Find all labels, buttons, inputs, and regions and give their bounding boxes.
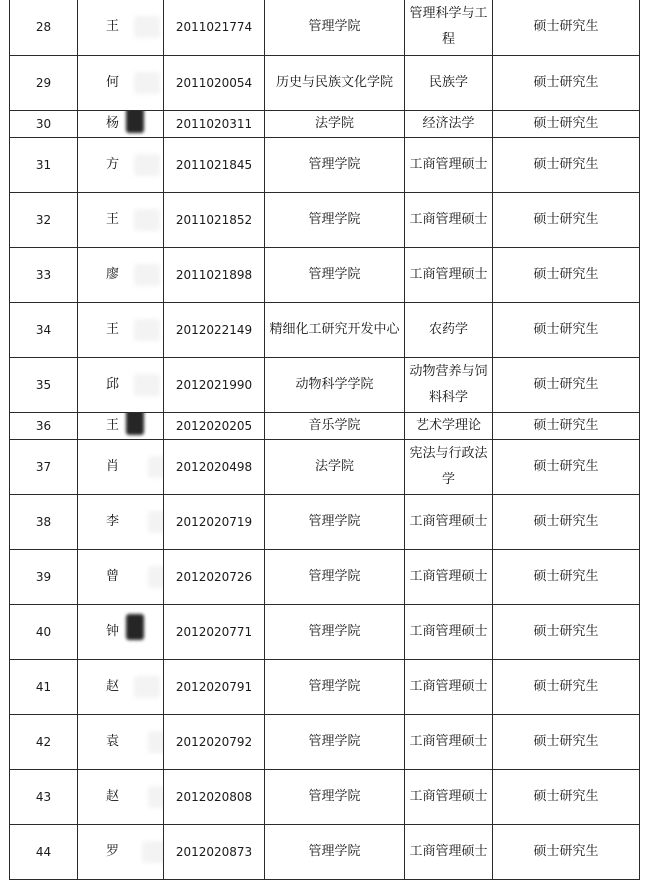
student-id-cell: 2012020498 xyxy=(164,440,265,495)
student-id-cell: 2011021898 xyxy=(164,248,265,303)
student-name-text: 袁 xyxy=(106,734,120,749)
degree-level-cell: 硕士研究生 xyxy=(493,550,640,605)
redaction-blur xyxy=(126,413,144,436)
table-row xyxy=(10,495,640,550)
major-cell: 工商管理硕士 xyxy=(405,715,493,770)
student-id-cell: 2011021774 xyxy=(164,0,265,56)
student-name-cell xyxy=(78,550,164,605)
table-row xyxy=(10,605,640,660)
student-id-cell: 2012020873 xyxy=(164,825,265,880)
row-number-cell: 32 xyxy=(10,193,78,248)
student-name-cell xyxy=(78,111,164,138)
college-cell: 精细化工研究开发中心 xyxy=(265,303,405,358)
student-name-text: 钟 xyxy=(106,624,120,639)
degree-level-cell: 硕士研究生 xyxy=(493,495,640,550)
row-number-cell: 34 xyxy=(10,303,78,358)
student-id-cell: 2012020771 xyxy=(164,605,265,660)
row-number-cell: 42 xyxy=(10,715,78,770)
student-id-cell: 2012020719 xyxy=(164,495,265,550)
student-name-cell xyxy=(78,0,164,56)
student-id-cell: 2012021990 xyxy=(164,358,265,413)
student-name-text: 肖 xyxy=(106,459,120,474)
student-name-text: 廖 xyxy=(106,267,120,282)
redaction-blur xyxy=(148,511,164,533)
degree-level-cell: 硕士研究生 xyxy=(493,138,640,193)
major-cell: 工商管理硕士 xyxy=(405,660,493,715)
degree-level-cell: 硕士研究生 xyxy=(493,715,640,770)
table-row xyxy=(10,303,640,358)
student-id-cell: 2012020205 xyxy=(164,413,265,440)
row-number-cell: 37 xyxy=(10,440,78,495)
table-row xyxy=(10,358,640,413)
degree-level-cell: 硕士研究生 xyxy=(493,111,640,138)
row-number-cell: 33 xyxy=(10,248,78,303)
student-name-cell xyxy=(78,605,164,660)
college-cell: 音乐学院 xyxy=(265,413,405,440)
table-row xyxy=(10,825,640,880)
roster-body xyxy=(10,0,640,880)
student-name-cell xyxy=(78,413,164,440)
college-cell: 管理学院 xyxy=(265,825,405,880)
student-name-cell xyxy=(78,495,164,550)
college-cell: 法学院 xyxy=(265,111,405,138)
major-cell: 农药学 xyxy=(405,303,493,358)
redaction-blur xyxy=(148,566,164,588)
degree-level-cell: 硕士研究生 xyxy=(493,605,640,660)
college-cell: 管理学院 xyxy=(265,660,405,715)
student-name-text: 王 xyxy=(106,418,120,433)
student-name-cell xyxy=(78,193,164,248)
student-name-text: 何 xyxy=(106,75,120,90)
college-cell: 管理学院 xyxy=(265,138,405,193)
table-row xyxy=(10,440,640,495)
degree-level-cell: 硕士研究生 xyxy=(493,413,640,440)
college-cell: 管理学院 xyxy=(265,495,405,550)
row-number-cell: 31 xyxy=(10,138,78,193)
college-cell: 动物科学学院 xyxy=(265,358,405,413)
college-cell: 管理学院 xyxy=(265,605,405,660)
redaction-blur xyxy=(134,209,160,231)
major-cell: 经济法学 xyxy=(405,111,493,138)
student-name-cell xyxy=(78,715,164,770)
degree-level-cell: 硕士研究生 xyxy=(493,193,640,248)
degree-level-cell: 硕士研究生 xyxy=(493,358,640,413)
student-id-cell: 2011020054 xyxy=(164,56,265,111)
table-row xyxy=(10,715,640,770)
table-row xyxy=(10,193,640,248)
student-id-cell: 2012020792 xyxy=(164,715,265,770)
student-name-cell xyxy=(78,138,164,193)
major-cell: 工商管理硕士 xyxy=(405,138,493,193)
student-id-cell: 2011020311 xyxy=(164,111,265,138)
table-row xyxy=(10,111,640,138)
student-id-cell: 2011021845 xyxy=(164,138,265,193)
degree-level-cell: 硕士研究生 xyxy=(493,440,640,495)
major-cell: 管理科学与工程 xyxy=(405,0,493,56)
degree-level-cell: 硕士研究生 xyxy=(493,248,640,303)
major-cell: 工商管理硕士 xyxy=(405,495,493,550)
student-id-cell: 2012020726 xyxy=(164,550,265,605)
redaction-blur xyxy=(126,614,144,640)
major-cell: 艺术学理论 xyxy=(405,413,493,440)
row-number-cell: 41 xyxy=(10,660,78,715)
student-name-text: 赵 xyxy=(106,789,120,804)
row-number-cell: 44 xyxy=(10,825,78,880)
student-id-cell: 2011021852 xyxy=(164,193,265,248)
student-name-cell xyxy=(78,358,164,413)
degree-level-cell: 硕士研究生 xyxy=(493,770,640,825)
redaction-blur xyxy=(148,786,164,808)
student-name-cell xyxy=(78,660,164,715)
row-number-cell: 43 xyxy=(10,770,78,825)
row-number-cell: 38 xyxy=(10,495,78,550)
table-row xyxy=(10,56,640,111)
row-number-cell: 35 xyxy=(10,358,78,413)
row-number-cell: 28 xyxy=(10,0,78,56)
degree-level-cell: 硕士研究生 xyxy=(493,303,640,358)
major-cell: 工商管理硕士 xyxy=(405,825,493,880)
table-row xyxy=(10,550,640,605)
major-cell: 工商管理硕士 xyxy=(405,550,493,605)
college-cell: 管理学院 xyxy=(265,715,405,770)
student-id-cell: 2012020791 xyxy=(164,660,265,715)
major-cell: 工商管理硕士 xyxy=(405,770,493,825)
college-cell: 管理学院 xyxy=(265,248,405,303)
row-number-cell: 39 xyxy=(10,550,78,605)
row-number-cell: 30 xyxy=(10,111,78,138)
redaction-blur xyxy=(148,456,164,478)
redaction-blur xyxy=(148,731,164,753)
college-cell: 管理学院 xyxy=(265,193,405,248)
degree-level-cell: 硕士研究生 xyxy=(493,660,640,715)
major-cell: 工商管理硕士 xyxy=(405,248,493,303)
redaction-blur xyxy=(134,319,160,341)
row-number-cell: 36 xyxy=(10,413,78,440)
student-name-text: 王 xyxy=(106,322,120,337)
student-name-cell xyxy=(78,56,164,111)
student-name-text: 王 xyxy=(106,19,120,34)
student-name-text: 曾 xyxy=(106,569,120,584)
student-name-cell xyxy=(78,770,164,825)
redaction-blur xyxy=(134,16,160,38)
college-cell: 管理学院 xyxy=(265,550,405,605)
degree-level-cell: 硕士研究生 xyxy=(493,0,640,56)
redaction-blur xyxy=(134,264,160,286)
student-name-text: 李 xyxy=(106,514,120,529)
student-name-text: 邱 xyxy=(106,377,120,392)
table-row xyxy=(10,660,640,715)
row-number-cell: 29 xyxy=(10,56,78,111)
college-cell: 管理学院 xyxy=(265,0,405,56)
student-name-cell xyxy=(78,825,164,880)
student-name-text: 方 xyxy=(106,157,120,172)
redaction-blur xyxy=(142,841,164,863)
student-name-text: 赵 xyxy=(106,679,120,694)
college-cell: 法学院 xyxy=(265,440,405,495)
major-cell: 工商管理硕士 xyxy=(405,605,493,660)
major-cell: 工商管理硕士 xyxy=(405,193,493,248)
major-cell: 宪法与行政法学 xyxy=(405,440,493,495)
student-name-text: 罗 xyxy=(106,844,120,859)
student-name-cell xyxy=(78,248,164,303)
redaction-blur xyxy=(134,676,160,698)
redaction-blur xyxy=(134,154,160,176)
redaction-blur xyxy=(126,111,144,134)
table-row xyxy=(10,138,640,193)
redaction-blur xyxy=(134,72,160,94)
student-name-text: 杨 xyxy=(106,116,120,131)
table-row xyxy=(10,248,640,303)
degree-level-cell: 硕士研究生 xyxy=(493,825,640,880)
degree-level-cell: 硕士研究生 xyxy=(493,56,640,111)
row-number-cell: 40 xyxy=(10,605,78,660)
major-cell: 动物营养与饲料科学 xyxy=(405,358,493,413)
college-cell: 历史与民族文化学院 xyxy=(265,56,405,111)
table-row xyxy=(10,0,640,56)
major-cell: 民族学 xyxy=(405,56,493,111)
table-row xyxy=(10,413,640,440)
student-name-cell xyxy=(78,303,164,358)
table-row xyxy=(10,770,640,825)
student-name-text: 王 xyxy=(106,212,120,227)
redaction-blur xyxy=(134,374,160,396)
student-id-cell: 2012020808 xyxy=(164,770,265,825)
student-name-cell xyxy=(78,440,164,495)
student-roster-table xyxy=(9,0,640,880)
college-cell: 管理学院 xyxy=(265,770,405,825)
student-id-cell: 2012022149 xyxy=(164,303,265,358)
